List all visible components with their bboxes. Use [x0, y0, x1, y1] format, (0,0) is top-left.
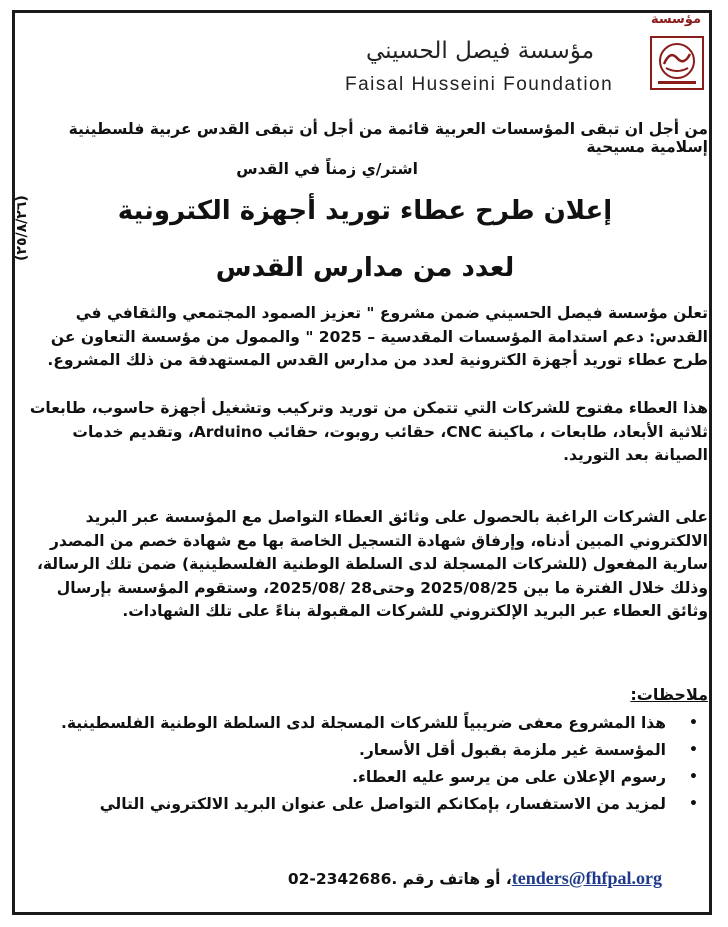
note-item [22, 764, 708, 791]
foundation-logo-icon [650, 36, 704, 90]
notes-heading [22, 685, 708, 704]
contact-line [22, 868, 662, 889]
scope-paragraph: هذا العطاء مفتوح للشركات التي تتمكن من توريد وتركيب وتشغيل أجهزة حاسوب، طابعات ثلاثية الأبعاد، طابعات ، ماكينة CNC، حقائب روبوت، حقائب Arduino، وتقديم خدمات الصيانة بعد التوريد. [29, 399, 708, 464]
phone-number: 02-2342686. [287, 870, 398, 888]
notes-list [22, 710, 708, 818]
note-text: رسوم الإعلان على من يرسو عليه العطاء. [352, 768, 666, 786]
logo-label: مؤسسة [650, 12, 702, 27]
side-date-stamp: (٢٥/٨/٢٦) [14, 195, 30, 261]
note-text: المؤسسة غير ملزمة بقبول أقل الأسعار. [358, 741, 666, 759]
org-name-english: Faisal Husseini Foundation [345, 74, 614, 95]
note-item [22, 710, 708, 737]
email-link[interactable]: tenders@fhfpal.org [511, 868, 662, 888]
announcement-title: إعلان طرح عطاء توريد أجهزة الكترونية [117, 196, 613, 226]
phone-label: ، أو هاتف رقم [402, 870, 512, 888]
intro-paragraph: تعلن مؤسسة فيصل الحسيني ضمن مشروع " تعزيز الصمود المجتمعي والثقافي في القدس: دعم استدامة المؤسسات المقدسية – 2025 " والممول من مؤسسة التعاون عن طرح عطاء توريد أجهزة الكترونية لعدد من مدارس القدس المستهدفة من ذلك المشروع. [47, 304, 708, 369]
notes-heading-text: ملاحظات: [630, 685, 708, 704]
bullet-icon: • [689, 742, 698, 758]
bullet-icon: • [689, 715, 698, 731]
slogan-line-2: اشتر/ي زمناً في القدس [236, 160, 418, 178]
slogan-line-1: من أجل ان تبقى المؤسسات العربية قائمة من أجل أن تبقى القدس عربية فلسطينية إسلامية مسيحية [68, 120, 708, 156]
procedure-paragraph: على الشركات الراغبة بالحصول على وثائق العطاء التواصل مع المؤسسة عبر البريد الالكتروني المبين أدناه، وإرفاق شهادة التسجيل الخاصة بها مع شهادة خصم من المصدر سارية المفعول (للشركات المسجلة لدى السلطة الوطنية الفلسطينية) ضمن تلك الرسالة، وذلك خلال الفترة ما بين 2025/08/25 وحتى28 /2025/08، وستقوم المؤسسة بإرسال وثائق العطاء عبر البريد الإلكتروني للشركات المقبولة بناءً على تلك الشهادات. [36, 508, 708, 620]
org-name-arabic: مؤسسة فيصل الحسيني [365, 38, 595, 64]
note-text: لمزيد من الاستفسار، بإمكانكم التواصل على عنوان البريد الالكتروني التالي [99, 795, 666, 813]
bullet-icon: • [689, 769, 698, 785]
bullet-icon: • [689, 796, 698, 812]
note-item [22, 791, 708, 818]
note-item [22, 737, 708, 764]
announcement-subtitle: لعدد من مدارس القدس [215, 253, 515, 283]
note-text: هذا المشروع معفى ضريبياً للشركات المسجلة لدى السلطة الوطنية الفلسطينية. [61, 714, 666, 732]
